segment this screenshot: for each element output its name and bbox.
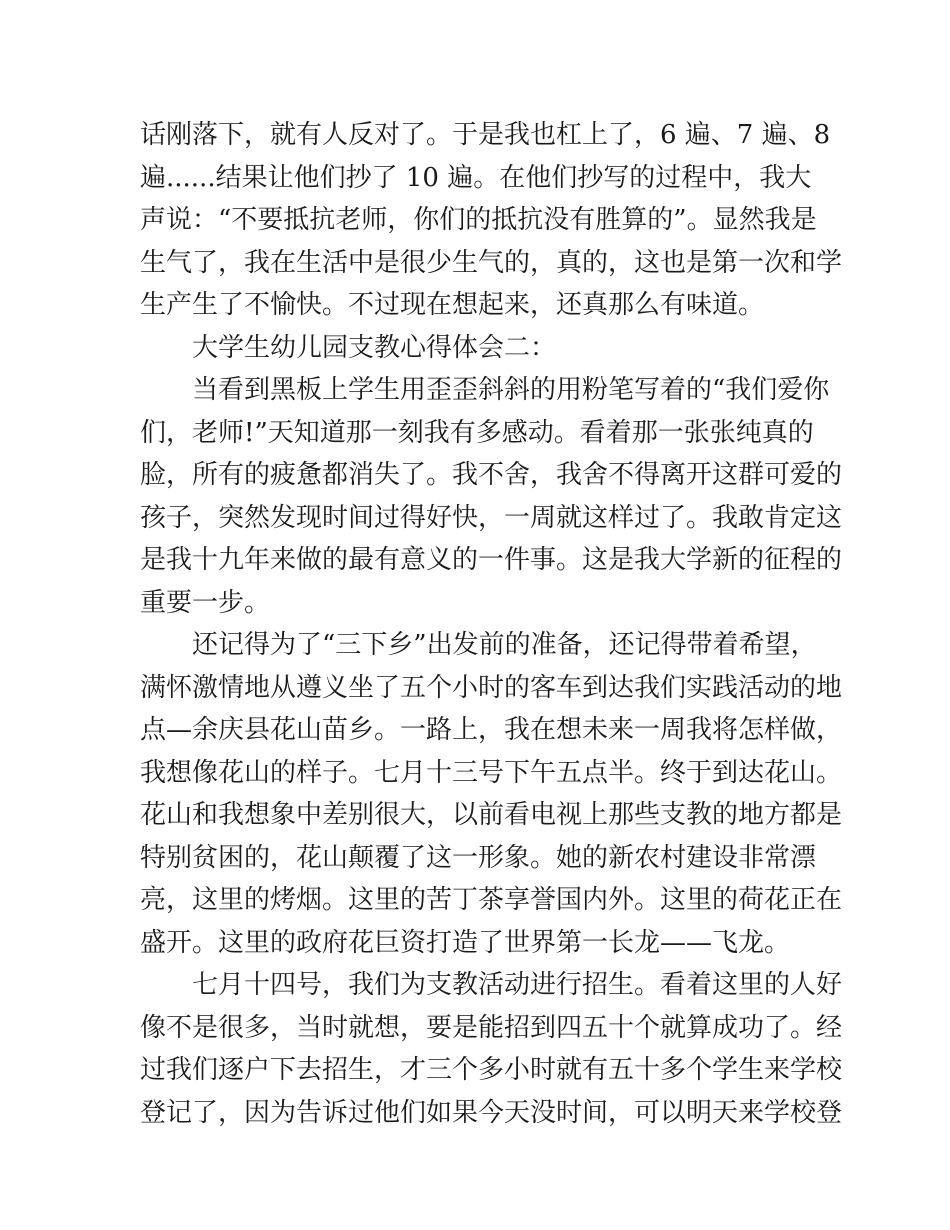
paragraph xyxy=(140,624,843,964)
text-line: 遍......结果让他们抄了 10 遍。在他们抄写的过程中，我大 xyxy=(140,162,812,193)
text-line: 生产生了不愉快。不过现在想起来，还真那么有味道。 xyxy=(140,290,765,320)
paragraph-continuation xyxy=(140,114,843,327)
document-body xyxy=(140,114,843,1134)
text-line: 花山和我想象中差别很大，以前看电视上那些支教的地方都是 xyxy=(140,800,843,830)
text-line: 像不是很多，当时就想，要是能招到四五十个就算成功了。经 xyxy=(140,1012,843,1043)
text-line: 特别贫困的，花山颠覆了这一形象。她的新农村建设非常漂 xyxy=(140,842,817,873)
text-line: 当看到黑板上学生用歪歪斜斜的用粉笔写着的“我们爱你 xyxy=(192,375,830,405)
text-line: 话刚落下，就有人反对了。于是我也杠上了，6 遍、7 遍、8 xyxy=(140,120,831,150)
text-line: 声说：“不要抵抗老师，你们的抵抗没有胜算的”。显然我是 xyxy=(140,205,817,235)
text-line: 生气了，我在生活中是很少生气的，真的，这也是第一次和学 xyxy=(140,247,843,278)
text-line: 我想像花山的样子。七月十三号下午五点半。终于到达花山。 xyxy=(140,757,843,788)
text-line: 过我们逐户下去招生，才三个多小时就有五十多个学生来学校 xyxy=(140,1055,843,1085)
text-line: 亮，这里的烤烟。这里的苦丁茶享誉国内外。这里的荷花正在 xyxy=(140,885,843,915)
text-line: 满怀激情地从遵义坐了五个小时的客车到达我们实践活动的地 xyxy=(140,672,843,703)
text-line: 脸，所有的疲惫都消失了。我不舍，我舍不得离开这群可爱的 xyxy=(140,460,843,490)
paragraph xyxy=(140,369,843,624)
text-line: 们，老师!”天知道那一刻我有多感动。看着那一张张纯真的 xyxy=(140,417,814,448)
text-line: 重要一步。 xyxy=(140,587,271,618)
text-line: 是我十九年来做的最有意义的一件事。这是我大学新的征程的 xyxy=(140,545,843,575)
text-line: 七月十四号，我们为支教活动进行招生。看着这里的人好 xyxy=(192,970,843,1000)
paragraph xyxy=(140,964,843,1134)
text-line: 还记得为了“三下乡”出发前的准备，还记得带着希望， xyxy=(192,630,817,660)
text-line: 孩子，突然发现时间过得好快，一周就这样过了。我敢肯定这 xyxy=(140,502,843,533)
text-line: 盛开。这里的政府花巨资打造了世界第一长龙——飞龙。 xyxy=(140,927,791,958)
text-line: 点—余庆县花山苗乡。一路上，我在想未来一周我将怎样做， xyxy=(140,715,843,745)
text-line: 登记了，因为告诉过他们如果今天没时间，可以明天来学校登 xyxy=(140,1097,843,1128)
heading-line: 大学生幼儿园支教心得体会二： xyxy=(192,332,557,363)
section-heading xyxy=(140,327,815,370)
